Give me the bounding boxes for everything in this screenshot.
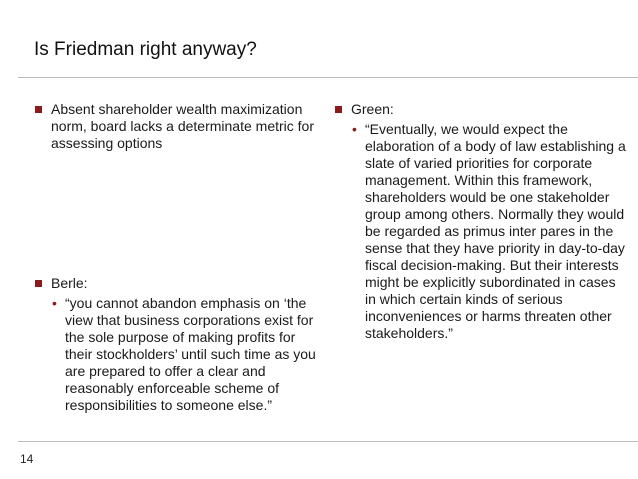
- page-number: 14: [20, 452, 34, 466]
- bullet-heading: Berle:: [51, 275, 88, 291]
- left-item-shareholder-norm: [35, 101, 320, 152]
- bullet-heading: Green:: [351, 101, 394, 117]
- green-quote: “Eventually, we would expect the elaboration of a body of law establishing a slate of varied priorities for corporate management. Within this framework, shareholders would be one stakeholder group among others. Normally they would be regarded as primus inter pares in the sense that they have priority in day-to-day fiscal decision-making. But their interests might be explicitly subordinated in cases in which certain kinds of serious inconveniences or harms threaten other stakeholders.”: [365, 121, 626, 341]
- dot-bullet-icon: •: [352, 121, 357, 137]
- bullet-level1: [335, 101, 630, 118]
- bullet-level2: [35, 295, 320, 414]
- right-item-green: [335, 101, 630, 342]
- berle-quote: “you cannot abandon emphasis on ‘the view that business corporations exist for the sole purpose of making profits for their stockholders’ until such time as you are prepared to offer a clear and reasonably enforceable scheme of responsibilities to someone else.”: [65, 295, 316, 413]
- square-bullet-icon: [35, 280, 42, 287]
- right-column: [335, 0, 630, 479]
- slide-title: Is Friedman right anyway?: [34, 39, 257, 60]
- square-bullet-icon: [335, 106, 342, 113]
- left-item-berle: [35, 275, 320, 414]
- bullet-level2: [335, 121, 630, 342]
- bullet-level1: [35, 101, 320, 152]
- bullet-level1: [35, 275, 320, 292]
- square-bullet-icon: [35, 106, 42, 113]
- bullet-text: Absent shareholder wealth maximization norm, board lacks a determinate metric for assessing options: [51, 101, 314, 151]
- dot-bullet-icon: •: [52, 295, 57, 311]
- footer-divider: [18, 441, 638, 442]
- left-column: [35, 0, 320, 479]
